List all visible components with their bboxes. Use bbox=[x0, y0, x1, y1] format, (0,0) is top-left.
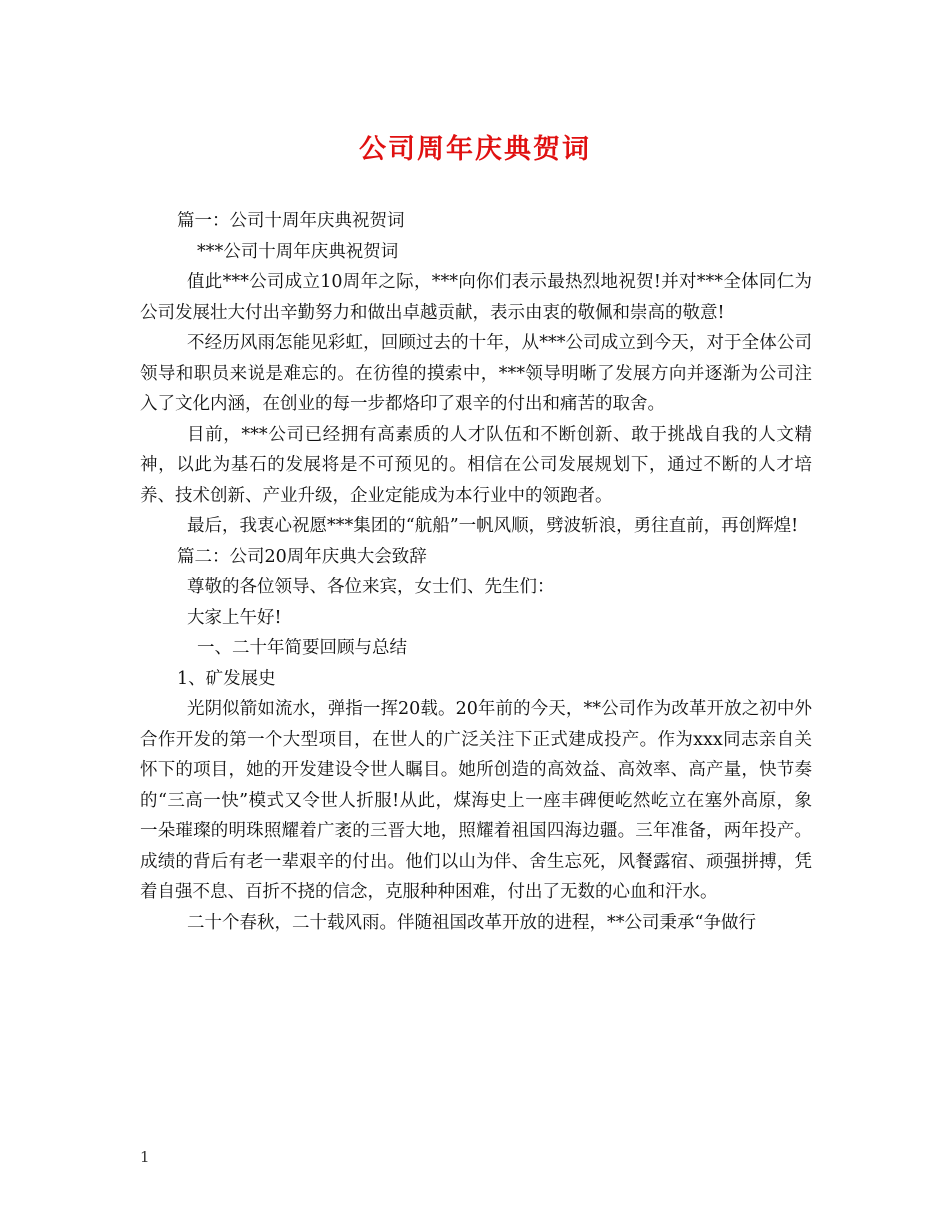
subsection-heading: ***公司十周年庆典祝贺词 bbox=[197, 241, 399, 262]
greeting: 大家上午好! bbox=[187, 607, 282, 628]
subsection-heading: 一、二十年简要回顾与总结 bbox=[197, 638, 407, 658]
document-body bbox=[140, 206, 812, 938]
page-number: 1 bbox=[140, 1148, 150, 1166]
paragraph: 值此***公司成立10周年之际，***向你们表示最热烈地祝贺!并对***全体同仁为公司发展壮大付出辛勤努力和做出卓越贡献，表示由衷的敬佩和崇高的敬意! bbox=[140, 272, 812, 323]
subsection-heading: 1、矿发展史 bbox=[177, 668, 276, 689]
paragraph: 目前，***公司已经拥有高素质的人才队伍和不断创新、敢于挑战自我的人文精神，以此为基石的发展将是不可预见的。相信在公司发展规划下，通过不断的人才培养、技术创新、产业升级，企业定能成为本行业中的领跑者。 bbox=[140, 424, 812, 506]
salutation: 尊敬的各位领导、各位来宾，女士们、先生们： bbox=[187, 577, 555, 597]
document-title: 公司周年庆典贺词 bbox=[359, 134, 591, 165]
paragraph: 光阴似箭如流水，弹指一挥20载。20年前的今天，**公司作为改革开放之初中外合作开发的第一个大型项目，在世人的广泛关注下正式建成投产。作为xxx同志亲自关怀下的项目，她的开发建设令世人瞩目。她所创造的高效益、高效率、高产量，快节奏的“三高一快”模式又令世人折服!从此，煤海史上一座丰碑便屹然屹立在塞外高原，象一朵璀璨的明珠照耀着广袤的三晋大地，照耀着祖国四海边疆。三年准备，两年投产。成绩的背后有老一辈艰辛的付出。他们以山为伴、舍生忘死，风餐露宿、顽强拼搏，凭着自强不息、百折不挠的信念，克服种种困难，付出了无数的心血和汗水。 bbox=[140, 699, 812, 902]
section-heading: 篇二：公司20周年庆典大会致辞 bbox=[177, 546, 427, 567]
paragraph: 二十个春秋，二十载风雨。伴随祖国改革开放的进程，**公司秉承“争做行 bbox=[187, 912, 756, 933]
paragraph: 不经历风雨怎能见彩虹，回顾过去的十年，从***公司成立到今天，对于全体公司领导和职员来说是难忘的。在彷徨的摸索中，***领导明晰了发展方向并逐渐为公司注入了文化内涵，在创业的每一步都烙印了艰辛的付出和痛苦的取舍。 bbox=[140, 333, 812, 414]
section-heading: 篇一：公司十周年庆典祝贺词 bbox=[177, 211, 405, 231]
paragraph: 最后，我衷心祝愿***集团的“航船”一帆风顺，劈波斩浪，勇往直前，再创辉煌! bbox=[187, 516, 799, 536]
